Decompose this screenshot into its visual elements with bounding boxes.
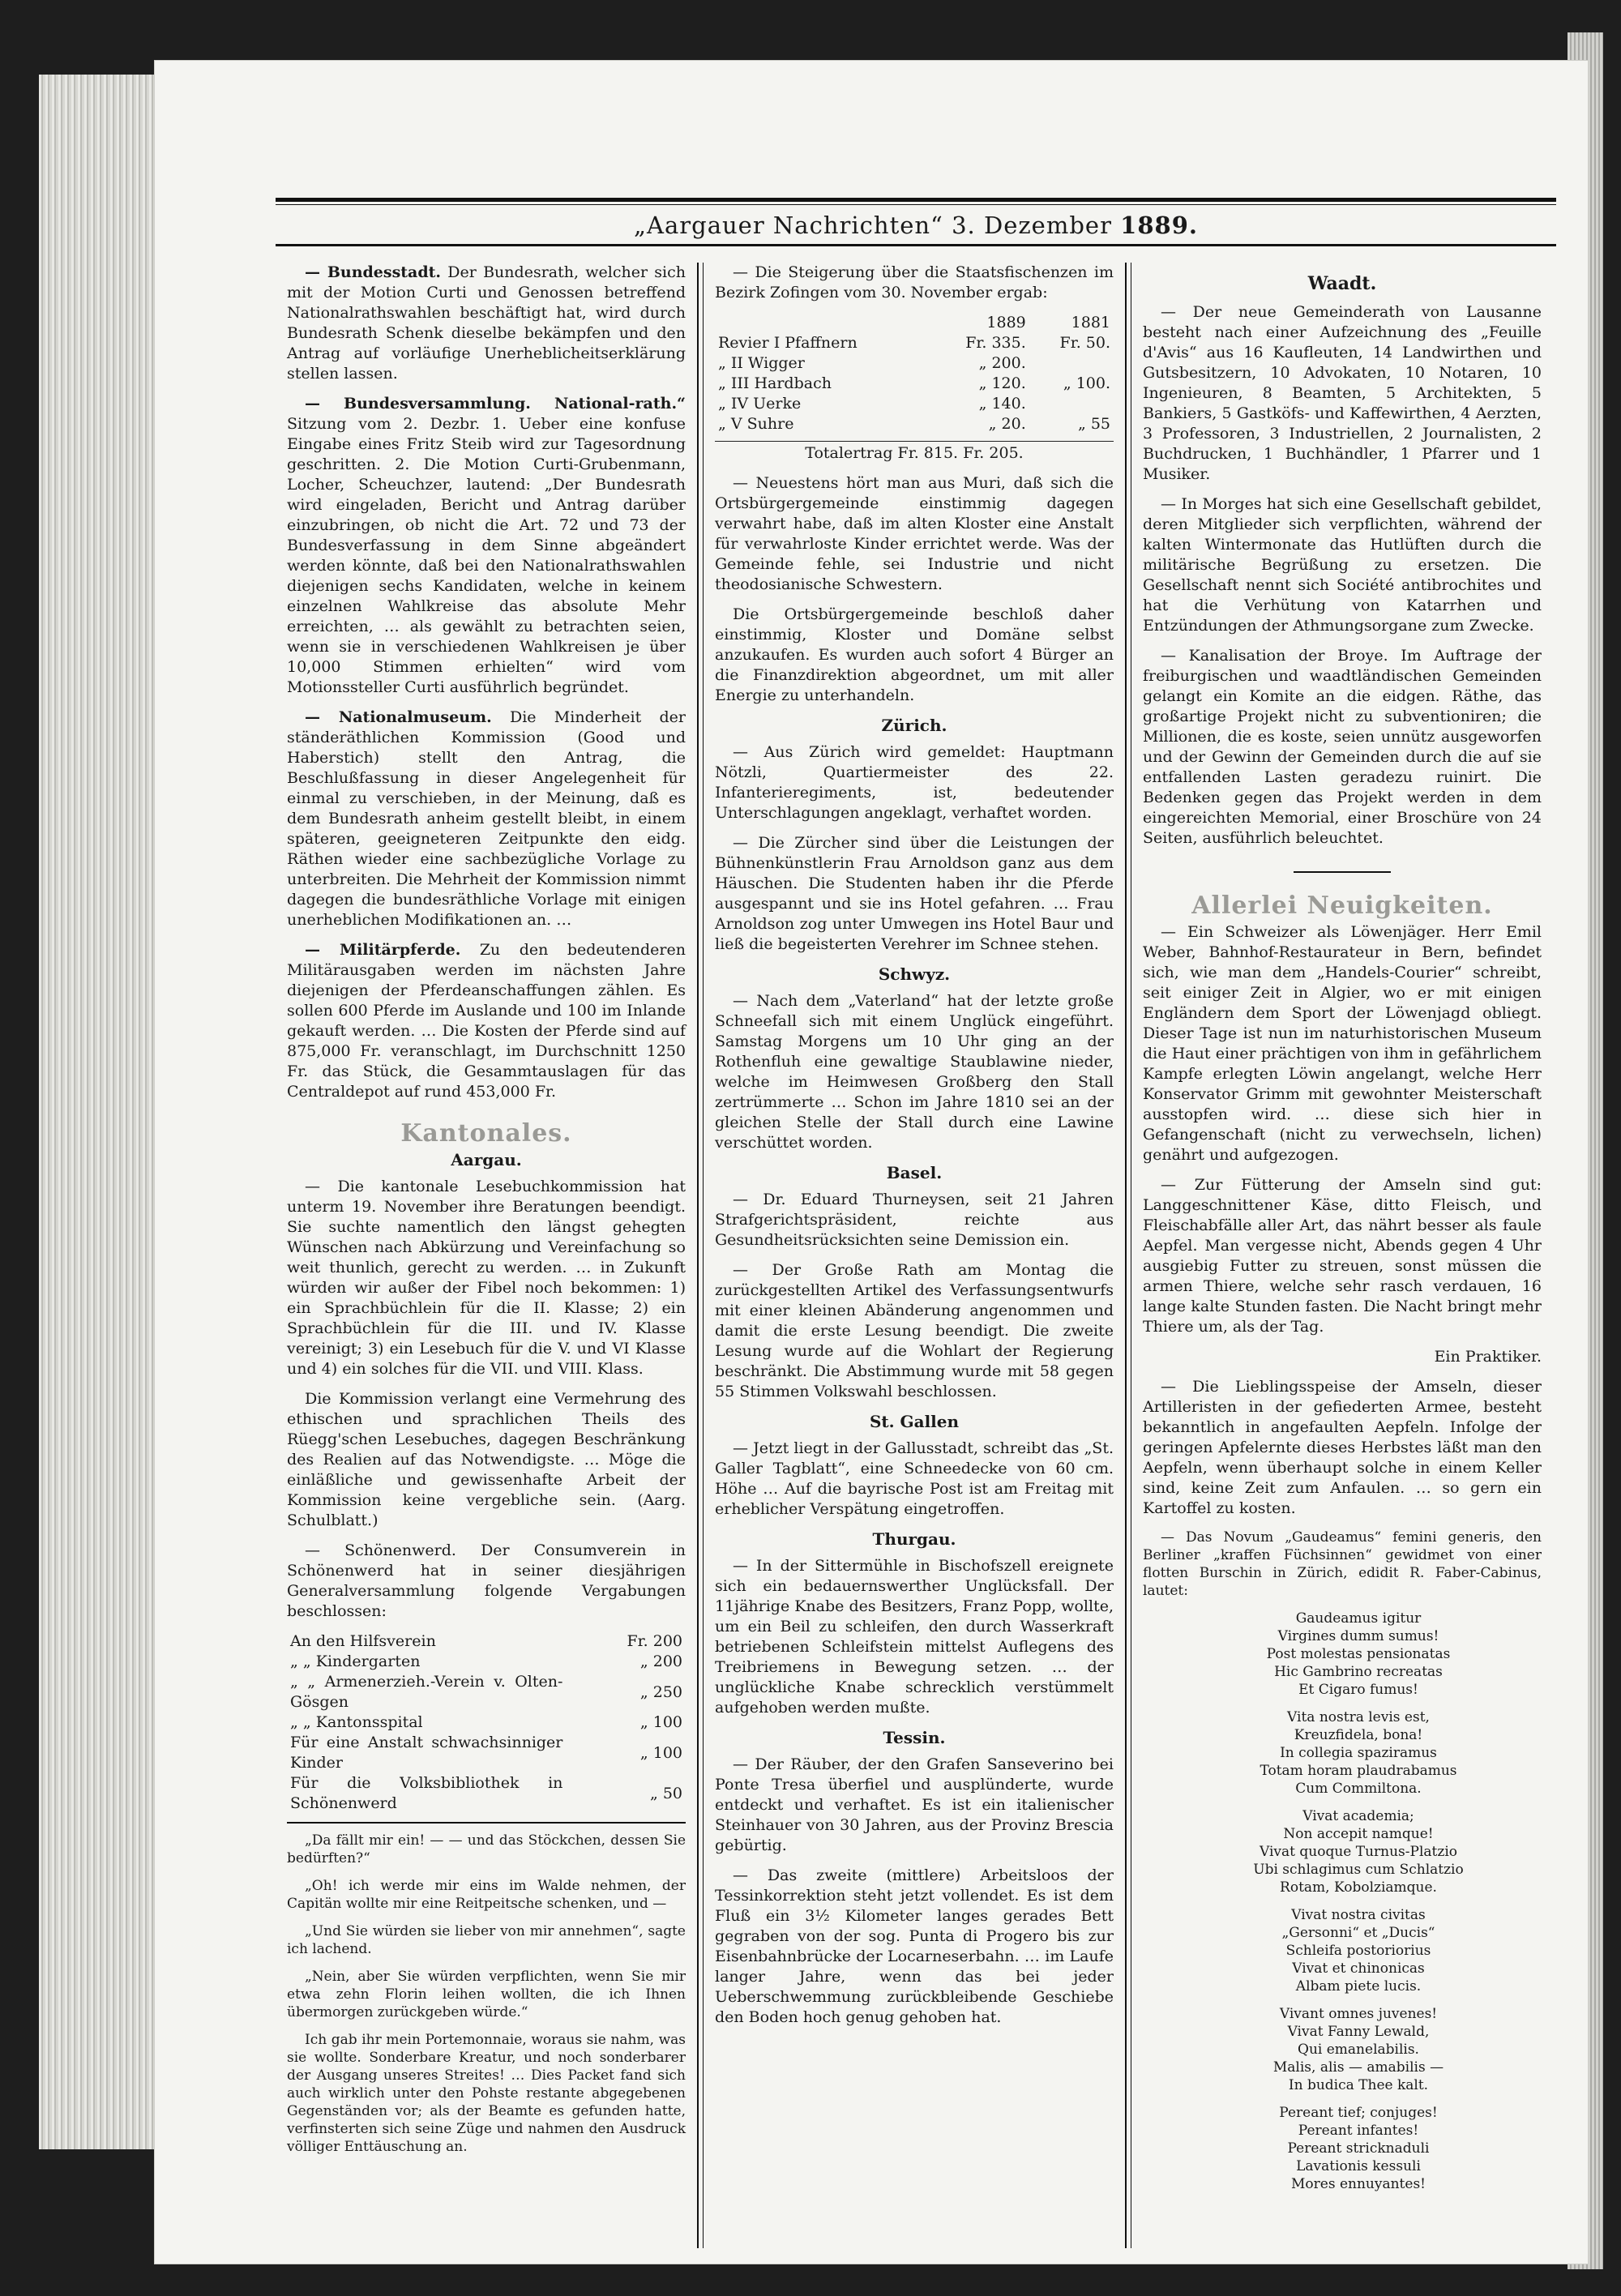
donation-amount: „ 50 <box>649 1784 682 1802</box>
poem-stanza: Gaudeamus igitur Virgines dumm sumus! Post molestas pensionatas Hic Gambrino recreatas Et Cigaro fumus! <box>1266 1610 1451 1698</box>
donation-recipient: An den Hilfsverein <box>290 1632 436 1650</box>
fischenzen-1889: „ 200. <box>978 354 1026 372</box>
article-lieblingsspeise: — Die Lieblingsspeise der Amseln, dieser Artilleristen in der gefiederten Armee, besteht bekanntlich in angefaulten Aepfeln. Infolge der geringen Apfelernte dieses Herbstes läßt man den Aepfeln, wenn überhaupt solche in einem Keller sind, keine Zeit zum Anfaulen. … so gern ein Kartoffel zu kosten. <box>1143 1378 1542 1517</box>
fischenzen-table <box>715 313 1114 434</box>
article-thurgau: — In der Sittermühle in Bischofszell ereignete sich ein bedauernswerther Unglücksfall. Der 11jährige Knabe des Besitzers, Franz Popp, wollte, um ein Beil zu schleifen, den durch Wasserkraft betriebenen Schleifstein mittelst Auflegens des Treibriemens in Bewegung setzen. … der unglückliche Knabe schrecklich verstümmelt aufgehoben werden mußte. <box>715 1557 1114 1717</box>
section-heading-kantonales: Kantonales. <box>400 1119 572 1148</box>
fischenzen-1881 <box>1029 394 1114 414</box>
donation-recipient: Für eine Anstalt schwachsinniger Kinder <box>290 1734 563 1772</box>
donation-row <box>287 1652 686 1672</box>
article-muri: — Neuestens hört man aus Muri, daß sich die Ortsbürgergemeinde einstimmig dagegen verwahrt habe, daß im alten Kloster eine Anstalt für verwahrloste Kinder errichtet werde. Was der Gemeinde fehle, sei Industrie und nicht theodosianische Schwestern. <box>715 474 1114 593</box>
donation-recipient: „ „ Kantonsspital <box>290 1713 423 1731</box>
article-morges: — In Morges hat sich eine Gesellschaft gebildet, deren Mitglieder sich verpflichten, während der kalten Wintermonate das Hutlüften durch die militärische Begrüßung zu ersetzen. Die Gesellschaft nennt sich Société antibrochites und hat die Verhütung von Katarrhen und Entzündungen der Athmungsorgane zum Zwecke. <box>1143 495 1542 635</box>
column-separator <box>697 263 704 2248</box>
donation-recipient: „ „ Armenerzieh.-Verein v. Olten-Gösgen <box>290 1673 563 1711</box>
fischenzen-1889: „ 20. <box>988 415 1026 433</box>
article-body: Die Kommission verlangt eine Vermehrung des ethischen und sprachlichen Theils des Rüegg'schen Lesebuches, dagegen Beschränkung des Realien auf das Notwendigste. … Möge die einläßliche und gewissenhafte Arbeit der Kommission keine vergebliche sein. <box>287 1390 686 1509</box>
article-kommission <box>287 1389 686 1531</box>
feuilleton-paragraph: „Und Sie würden sie lieber von mir annehmen“, sagte ich lachend. <box>287 1923 686 1957</box>
article-loewenjaeger: — Ein Schweizer als Löwenjäger. Herr Emil Weber, Bahnhof-Restaurateur in Bern, befindet sich, wie man dem „Handels-Courier“ schreibt, seit einiger Zeit in Algier, wo er mit einigen Engländern dem Sport der Löwenjagd obliegt. Dieser Tage ist nun im naturhistorischen Museum die Haut einer prächtigen von ihm in gefährlichem Kampfe erlegten Löwin angelangt, welche Herr Konservator Grimm mit gewohnter Meisterschaft ausstopfen wird. … diese sich hier in Gefangenschaft (nicht zu verwechseln, lichen) genährt und aufgezogen. <box>1143 923 1542 1164</box>
article-schoenenwerd: — Schönenwerd. Der Consumverein in Schönenwerd hat in seiner diesjährigen Generalversammlung folgende Vergabungen beschlossen: <box>287 1541 686 1620</box>
column-2 <box>704 263 1125 2248</box>
article-zuerich: — Aus Zürich wird gemeldet: Hauptmann Nötzli, Quartiermeister des 22. Infanterieregiments, ist, bedeutender Unterschlagungen angeklagt, verhaftet worden. <box>715 743 1114 822</box>
article-militaerpferde <box>287 940 686 1102</box>
section-heading-thurgau: Thurgau. <box>872 1529 956 1549</box>
donation-amount: „ 100 <box>639 1743 682 1762</box>
section-heading-waadt: Waadt. <box>1307 273 1377 294</box>
article-gaudeamus-intro: — Das Novum „Gaudeamus“ femini generis, den Berliner „kraffen Füchsinnen“ gewidmet von einer flotten Burschin in Zürich, edidit R. Faber-Cabinus, lautet: <box>1143 1529 1542 1599</box>
fischenzen-revier: „ III Hardbach <box>718 374 832 392</box>
poem-stanza: Vivat nostra civitas „Gersonni“ et „Ducis“ Schleifa postoriorius Vivat et chinonicas Albam piete lucis. <box>1281 1907 1435 1995</box>
fischenzen-revier: „ IV Uerke <box>718 395 802 413</box>
column-separator <box>1125 263 1131 2248</box>
fischenzen-1889: „ 120. <box>978 374 1026 392</box>
fischenzen-1889: „ 140. <box>978 395 1026 413</box>
fischenzen-1881: „ 100. <box>1063 374 1110 392</box>
poem-stanza: Pereant tief; conjuges! Pereant infantes! Pereant stricknaduli Lavationis kessuli Mores ennuyantes! <box>1279 2105 1438 2192</box>
donation-recipient: Für die Volksbibliothek in Schönenwerd <box>290 1774 563 1812</box>
article-body: Zu den bedeutenderen Militärausgaben werden im nächsten Jahre diejenigen der Pferdeanschaffungen zählen. Es sollen 600 Pferde im Auslande und 100 im Inlande gekauft werden. … Die Kosten der Pferde sind auf 875,000 Fr. veranschlagt, im Durchschnitt 1250 Fr. das Stück, die Gesammtauslagen für das Centraldepot auf rund 453,000 Fr. <box>287 941 686 1101</box>
feuilleton-paragraph: Ich gab ihr mein Portemonnaie, woraus sie nahm, was sie wollte. Sonderbare Kreatur, und noch sonderbarer der Ausgang unseres Streites! … Dies Packet fand sich auch wirklich unter den Pohste restante abgegebenen Gegenständen vor; als der Beamte es gefunden hatte, verfinsterten sich seine Züge und nahmen den Ausdruck völliger Enttäuschung an. <box>287 2032 686 2155</box>
article-source: (Aarg. Schulblatt.) <box>287 1491 686 1529</box>
donation-amount: „ 100 <box>639 1713 682 1731</box>
section-heading-zuerich: Zürich. <box>881 716 947 735</box>
section-heading-schwyz: Schwyz. <box>878 964 951 984</box>
article-lead: — Militärpferde. <box>305 941 461 959</box>
feuilleton-paragraph: „Nein, aber Sie würden verpflichten, wenn Sie mir etwa zehn Florin leihen wollten, die ich Ihnen übermorgen zurückgeben würde.“ <box>287 1969 686 2020</box>
masthead-top-rule <box>276 198 1556 205</box>
article-lausanne: — Der neue Gemeinderath von Lausanne besteht nach einer Aufzeichnung des „Feuille d'Avis“ aus 16 Kaufleuten, 14 Landwirthen und Gutsbesitzern, 10 Advokaten, 10 Notaren, 10 Ingenieuren, 8 Beamten, 5 Architekten, 5 Bankiers, 5 Gastköfs- und Kaffewirthen, 4 Aerzten, 3 Professoren, 3 Industriellen, 2 Journalisten, 2 Buchdrucken, 1 Buchhändler, 1 Pfarrer und 1 Musiker. <box>1143 303 1542 483</box>
feuilleton <box>287 1832 686 2156</box>
masthead-title <box>276 205 1556 244</box>
section-heading-allerlei: Allerlei Neuigkeiten. <box>1191 891 1493 920</box>
poem-stanza: Vivat academia; Non accepit namque! Vivat quoque Turnus-Platzio Ubi schlagimus cum Schlatzio Rotam, Kobolziamque. <box>1253 1808 1464 1896</box>
article-broye: — Kanalisation der Broye. Im Auftrage der freiburgischen und waadtländischen Gemeinden gelangt ein Komite an die eidgen. Räthe, das großartige Projekt nicht zu subventioniren; die Millionen, die es koste, seien unnütz ausgeworfen und der Gewinn der Gemeinden durch die auf sie entfallenden Lasten geradezu ruinirt. Die Bedenken gegen das Projekt werden in dem eingereichten Memorial, einer Broschüre von 24 Seiten, ausführlich beleuchtet. <box>1143 647 1542 847</box>
masthead-title-text: „Aargauer Nachrichten“ 3. Dezember <box>634 212 1112 239</box>
fischenzen-1889: Fr. 335. <box>965 334 1026 352</box>
stacked-page-edges-left <box>39 75 169 2149</box>
masthead-year: 1889. <box>1120 212 1198 239</box>
section-divider <box>1294 871 1391 873</box>
section-heading-st-gallen: St. Gallen <box>869 1412 960 1431</box>
article-signature: Ein Praktiker. <box>1434 1348 1542 1366</box>
fischenzen-row <box>715 394 1114 414</box>
donation-amount: „ 200 <box>639 1653 682 1670</box>
article-schwyz: — Nach dem „Vaterland“ hat der letzte große Schneefall sich mit einem Unglück eingeführt. Samstag Morgens um 10 Uhr ging an der Rothenfluh eine gewaltige Staublawine nieder, welche im Heimwesen Großberg den Stall zertrümmerte … Schon im Jahre 1810 sei an der gleichen Stelle der Stall durch eine Lawine verschüttet worden. <box>715 992 1114 1152</box>
article-amseln: — Zur Fütterung der Amseln sind gut: Langgeschnittener Käse, ditto Fleisch, und Fleischabfälle aller Art, das nährt besser als faule Aepfel. Man vergesse nicht, Abends gegen 4 Uhr ausgiebig Futter zu streuen, sonst müssen die armen Thiere, welche sehr rasch verdauen, 16 lange kalte Stunden fasten. Die Nacht bringt mehr Thiere um, als der Tag. <box>1143 1176 1542 1336</box>
fischenzen-row <box>715 374 1114 394</box>
donation-recipient: „ „ Kindergarten <box>290 1653 421 1670</box>
article-basel: — Dr. Eduard Thurneysen, seit 21 Jahren Strafgerichtspräsident, reichte aus Gesundheitsrücksichten seine Demission ein. <box>715 1191 1114 1249</box>
fischenzen-1881 <box>1029 353 1114 374</box>
article-lead: — Bundesversammlung. National-rath.“ <box>305 395 686 413</box>
article-columns <box>276 263 1556 2248</box>
feuilleton-paragraph: „Da fällt mir ein! — — und das Stöckchen, dessen Sie bedürften?“ <box>287 1832 686 1866</box>
donations-table <box>287 1631 686 1814</box>
fischenzen-revier: „ II Wigger <box>718 354 805 372</box>
article-lead: — Bundesstadt. <box>305 263 442 281</box>
column-3 <box>1131 263 1553 2248</box>
article-nationalmuseum <box>287 708 686 930</box>
fischenzen-revier: „ V Suhre <box>718 415 794 433</box>
year-header: 1881 <box>1071 314 1110 331</box>
section-heading-tessin: Tessin. <box>883 1728 946 1747</box>
donation-row <box>287 1672 686 1712</box>
donation-row <box>287 1773 686 1814</box>
article-zuerich-2: — Die Zürcher sind über die Leistungen der Bühnenkünstlerin Frau Arnoldson ganz aus dem Häuschen. Die Studenten haben ihr die Pferde ausgespannt und sie ins Hotel gefahren. … Frau Arnoldson zog unter Umwegen ins Hotel Baur und ließ die begeisterten Verehrer im Schnee stehen. <box>715 834 1114 953</box>
fischenzen-revier: Revier I Pfaffnern <box>718 334 858 352</box>
fischenzen-header-row <box>715 313 1114 333</box>
feuilleton-paragraph: „Oh! ich werde mir eins im Walde nehmen, der Capitän wollte mir eine Reitpeitsche schenken, und — <box>287 1878 686 1912</box>
fischenzen-total: Totalertrag Fr. 815. Fr. 205. <box>715 441 1114 464</box>
fischenzen-row <box>715 353 1114 374</box>
donations-table-body <box>287 1631 686 1814</box>
article-tessin: — Der Räuber, der den Grafen Sanseverino bei Ponte Tresa überfiel und ausplünderte, wurde entdeckt und verhaftet. Es ist ein italienischer Steinhauer von 30 Jahren, aus der Provinz Brescia gebürtig. <box>715 1755 1114 1854</box>
masthead-bottom-rule <box>276 244 1556 246</box>
article-body: Sitzung vom 2. Dezbr. 1. Ueber eine konfuse Eingabe eines Fritz Steib wird zur Tagesordnung geschritten. 2. Die Motion Curti-Grubenmann, Locher, Scheuchzer, lautend: „Der Bundesrath wird eingeladen, Bericht und Antrag darüber einzubringen, ob nicht die Art. 72 und 73 der Bundesverfassung in dem Sinne abgeändert werden könnte, daß bei den Nationalrathswahlen diejenigen sechs Kandidaten, welche in keinem einzelnen Wahlkreise das absolute Mehr erreichten, … als gewählt zu betrachten seien, wenn sie in verschiedenen Wahlkreisen je über 10,000 Stimmen erhielten“ wird vom Motionssteller Curti ausführlich begründet. <box>287 415 686 696</box>
section-heading-aargau: Aargau. <box>451 1150 522 1169</box>
donation-row <box>287 1712 686 1733</box>
section-heading-basel: Basel. <box>886 1163 943 1182</box>
article-bundesstadt <box>287 263 686 384</box>
article-st-gallen: — Jetzt liegt in der Gallusstadt, schreibt das „St. Galler Tagblatt“, eine Schneedecke von 60 cm. Höhe … Auf die bayrische Post ist am Freitag mit erheblicher Verspätung eingetroffen. <box>715 1439 1114 1518</box>
fischenzen-row <box>715 333 1114 353</box>
donation-row <box>287 1733 686 1773</box>
column-1 <box>276 263 697 2248</box>
fischenzen-1881: „ 55 <box>1077 415 1110 433</box>
article-tessin-2: — Das zweite (mittlere) Arbeitsloos der Tessinkorrektion steht jetzt vollendet. Es ist dem Fluß ein 3½ Kilometer langes gerades Bett gegraben von der sog. Punta di Progero bis zur Eisenbahnbrücke der Locarneserbahn. … im Laufe langer Jahre, wenn das bei jeder Ueberschwemmung zurückbleibende Geschiebe den Boden hoch genug gehoben hat. <box>715 1866 1114 2026</box>
masthead <box>276 198 1556 246</box>
gaudeamus-poem <box>1175 1610 1542 2193</box>
article-body: Der Bundesrath, welcher sich mit der Motion Curti und Genossen betreffend Nationalrathswahlen beschäftigt hat, wird durch Bundesrath Schenk dieselbe bekämpfen und den Antrag auf vorläufige Unerheblicheitserklärung stellen lassen. <box>287 263 686 383</box>
article-lesebuch: — Die kantonale Lesebuchkommission hat unterm 19. November ihre Beratungen beendigt. Sie suchte namentlich den längst gehegten Wünschen nach Abkürzung und Vereinfachung so weit thunlich, gerecht zu werden. … in Zukunft würden wir außer der Fibel noch bekommen: 1) ein Sprachbüchlein für die II. Klasse; 2) ein Sprachbüchlein für die III. und IV. Klasse vereinigt; 3) ein Lesebuch für die V. und VI Klasse und 4) ein solches für die VII. und VIII. Klass. <box>287 1178 686 1378</box>
donation-amount: Fr. 200 <box>627 1632 682 1650</box>
donation-row <box>287 1631 686 1652</box>
article-muri-2: Die Ortsbürgergemeinde beschloß daher einstimmig, Kloster und Domäne selbst anzukaufen. Es wurden auch sofort 4 Bürger an die Finanzdirektion abgeordnet, um mit aller Energie zu unterhandeln. <box>715 605 1114 704</box>
article-basel-2: — Der Große Rath am Montag die zurückgestellten Artikel des Verfassungsentwurfs mit einer kleinen Abänderung angenommen und damit die erste Lesung beendigt. Die zweite Lesung wurde auf die Wohlart der Regierung beschränkt. Die Abstimmung wurde mit 58 gegen 55 Stimmen Volkswahl beschlossen. <box>715 1261 1114 1400</box>
fischenzen-table-body <box>715 333 1114 434</box>
article-body: Die Minderheit der ständeräthlichen Kommission (Good und Haberstich) stellt den Antrag, die Beschlußfassung in dieser Angelegenheit für einmal zu verschieben, in der Meinung, daß es dem Bundesrath anheim gestellt bleibt, in einem späteren, geeigneteren Zeitpunkte den eidg. Räthen wieder eine sachbezügliche Vorlage zu unterbreiten. Die Mehrheit der Kommission nimmt dagegen die bundesräthliche Vorlage mit einigen unerheblichen Modifikationen an. … <box>287 708 686 929</box>
donation-amount: „ 250 <box>639 1682 682 1701</box>
year-header: 1889 <box>986 314 1026 331</box>
poem-stanza: Vivant omnes juvenes! Vivat Fanny Lewald, Qui emanelabilis. Malis, alis — amabilis — In budica Thee kalt. <box>1272 2006 1444 2093</box>
fischenzen-row <box>715 414 1114 434</box>
article-steigerung: — Die Steigerung über die Staatsfischenzen im Bezirk Zofingen vom 30. November ergab: <box>715 263 1114 301</box>
newspaper-page <box>154 60 1589 2264</box>
feuilleton-divider <box>287 1822 686 1824</box>
article-lead: — Nationalmuseum. <box>305 708 492 726</box>
fischenzen-1881: Fr. 50. <box>1059 334 1110 352</box>
poem-stanza: Vita nostra levis est, Kreuzfidela, bona! In collegia spaziramus Totam horam plaudrabamus Cum Commiltona. <box>1260 1709 1457 1797</box>
article-bundesversammlung <box>287 394 686 698</box>
